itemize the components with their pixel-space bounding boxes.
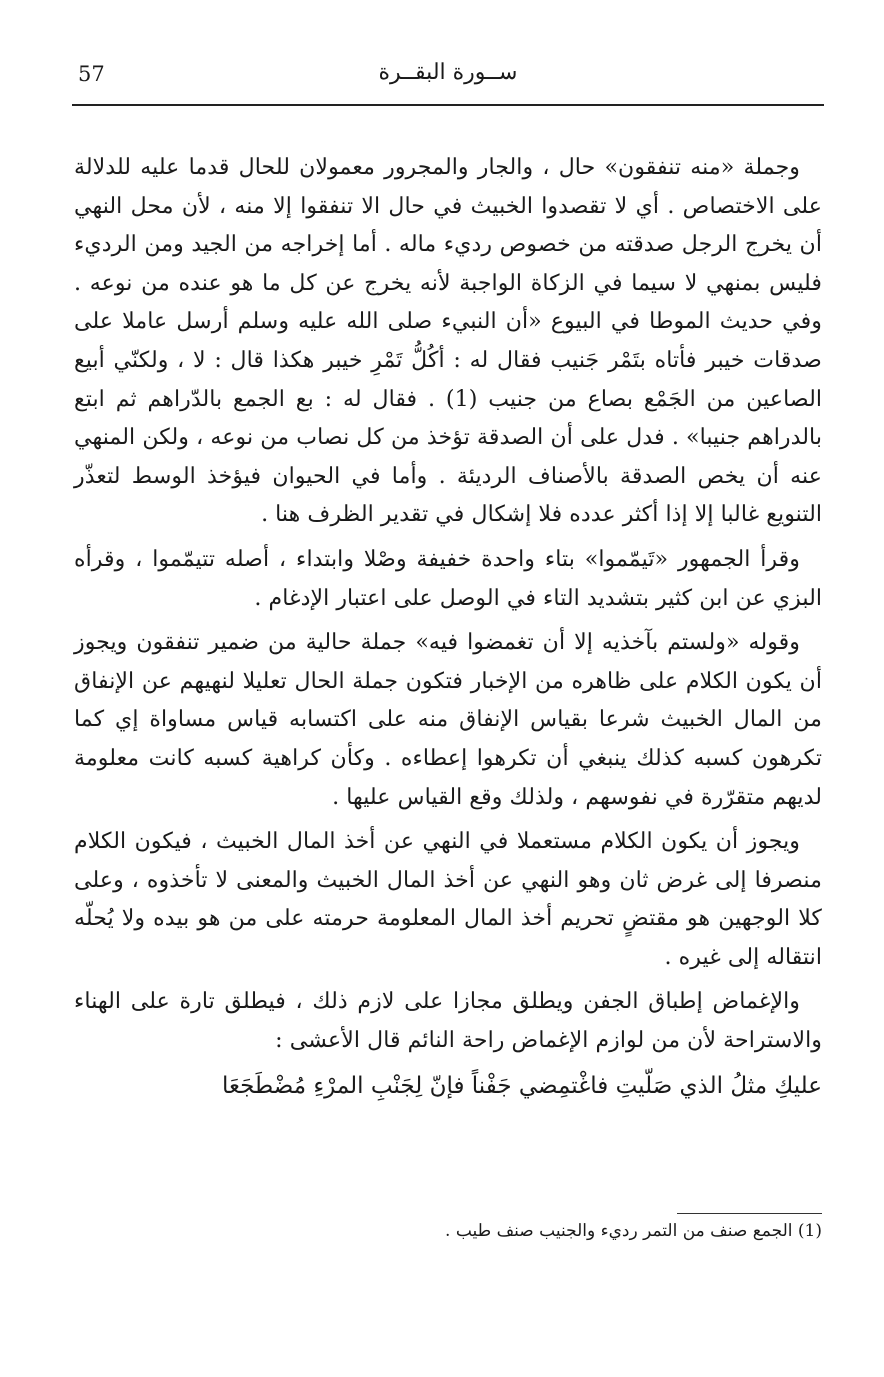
paragraph: ويجوز أن يكون الكلام مستعملا في النهي عن أخذ المال الخبيث ، فيكون الكلام منصرفا إلى غرض ثان وهو النهي عن أخذ المال الخبيث والمعنى لا تأخذوه ، وعلى كلا الوجهين هو مقتضٍ تحريم أخذ المال المعلومة حرمته على من هو بيده ولا يُحلّه انتقاله إلى غيره . [74,828,822,970]
paragraph: وجملة «منه تنفقون» حال ، والجار والمجرور معمولان للحال قدما عليه للدلالة على الاختصاص . أي لا تقصدوا الخبيث في حال الا تنفقوا إلا منه ، لأن محل النهي أن يخرج الرجل صدقته من خصوص رديء ماله . أما إخراجه من الجيد ومن الرديء فليس بمنهي لا سيما في الزكاة الواجبة لأنه يخرج عن كل ما هو عنده من نوعه . وفي حديث الموطا في البيوع «أن النبيء صلى الله عليه وسلم أرسل عاملا على صدقات خيبر فأتاه بتَمْر جَنيب فقال له : أكُلُّ تَمْرِ خيبر هكذا قال : لا ، ولكنّي أبيع الصاعين من الجَمْع بصاع من جنيب (1) . فقال له : بع الجمع بالدّراهم ثم ابتع بالدراهم جنيبا» . فدل على أن الصدقة تؤخذ من كل نصاب من نوعه ، ولكن المنهي عنه أن يخص الصدقة بالأصناف الرديئة . وأما في الحيوان فيؤخذ الوسط لتعذّر التنويع غالبا إلا إذا أكثر عدده فلا إشكال في تقدير الظرف هنا . [74,154,822,528]
page-number: 57 [78,62,105,86]
paragraph: وقرأ الجمهور «تَيمّموا» بتاء واحدة خفيفة وصْلا وابتداء ، أصله تتيمّموا ، وقرأه البزي عن ابن كثير بتشديد التاء في الوصل على اعتبار الإدغام . [74,545,822,611]
paragraph: والإغماض إطباق الجفن ويطلق مجازا على لازم ذلك ، فيطلق تارة على الهناء والاستراحة لأن من لوازم الإغماض راحة النائم قال الأعشى : [74,988,822,1054]
footnote-divider [677,1213,822,1214]
body-text [74,148,822,1106]
footnote: (1) الجمع صنف من التمر رديء والجنيب صنف طيب . [445,1221,822,1241]
running-head: ســورة البقــرة [378,60,518,85]
poem-verse: عليكِ مثلُ الذي صَلّيتِ فاغْتمِضي جَفْناً فإنّ لِجَنْبِ المرْءِ مُضْطَجَعَا [221,1072,822,1099]
header-divider [72,104,824,106]
paragraph: وقوله «ولستم بآخذيه إلا أن تغمضوا فيه» جملة حالية من ضمير تنفقون ويجوز أن يكون الكلام على ظاهره من الإخبار فتكون جملة الحال تعليلا لنهيهم عن الإنفاق من المال الخبيث شرعا بقياس الإنفاق منه على اكتسابه قياس مساواة إي كما تكرهون كسبه كذلك ينبغي أن تكرهوا إعطاءه . وكأن كراهية كسبه كانت معلومة لديهم متقرّرة في نفوسهم ، ولذلك وقع القياس عليها . [74,629,822,810]
page-header [72,58,824,110]
